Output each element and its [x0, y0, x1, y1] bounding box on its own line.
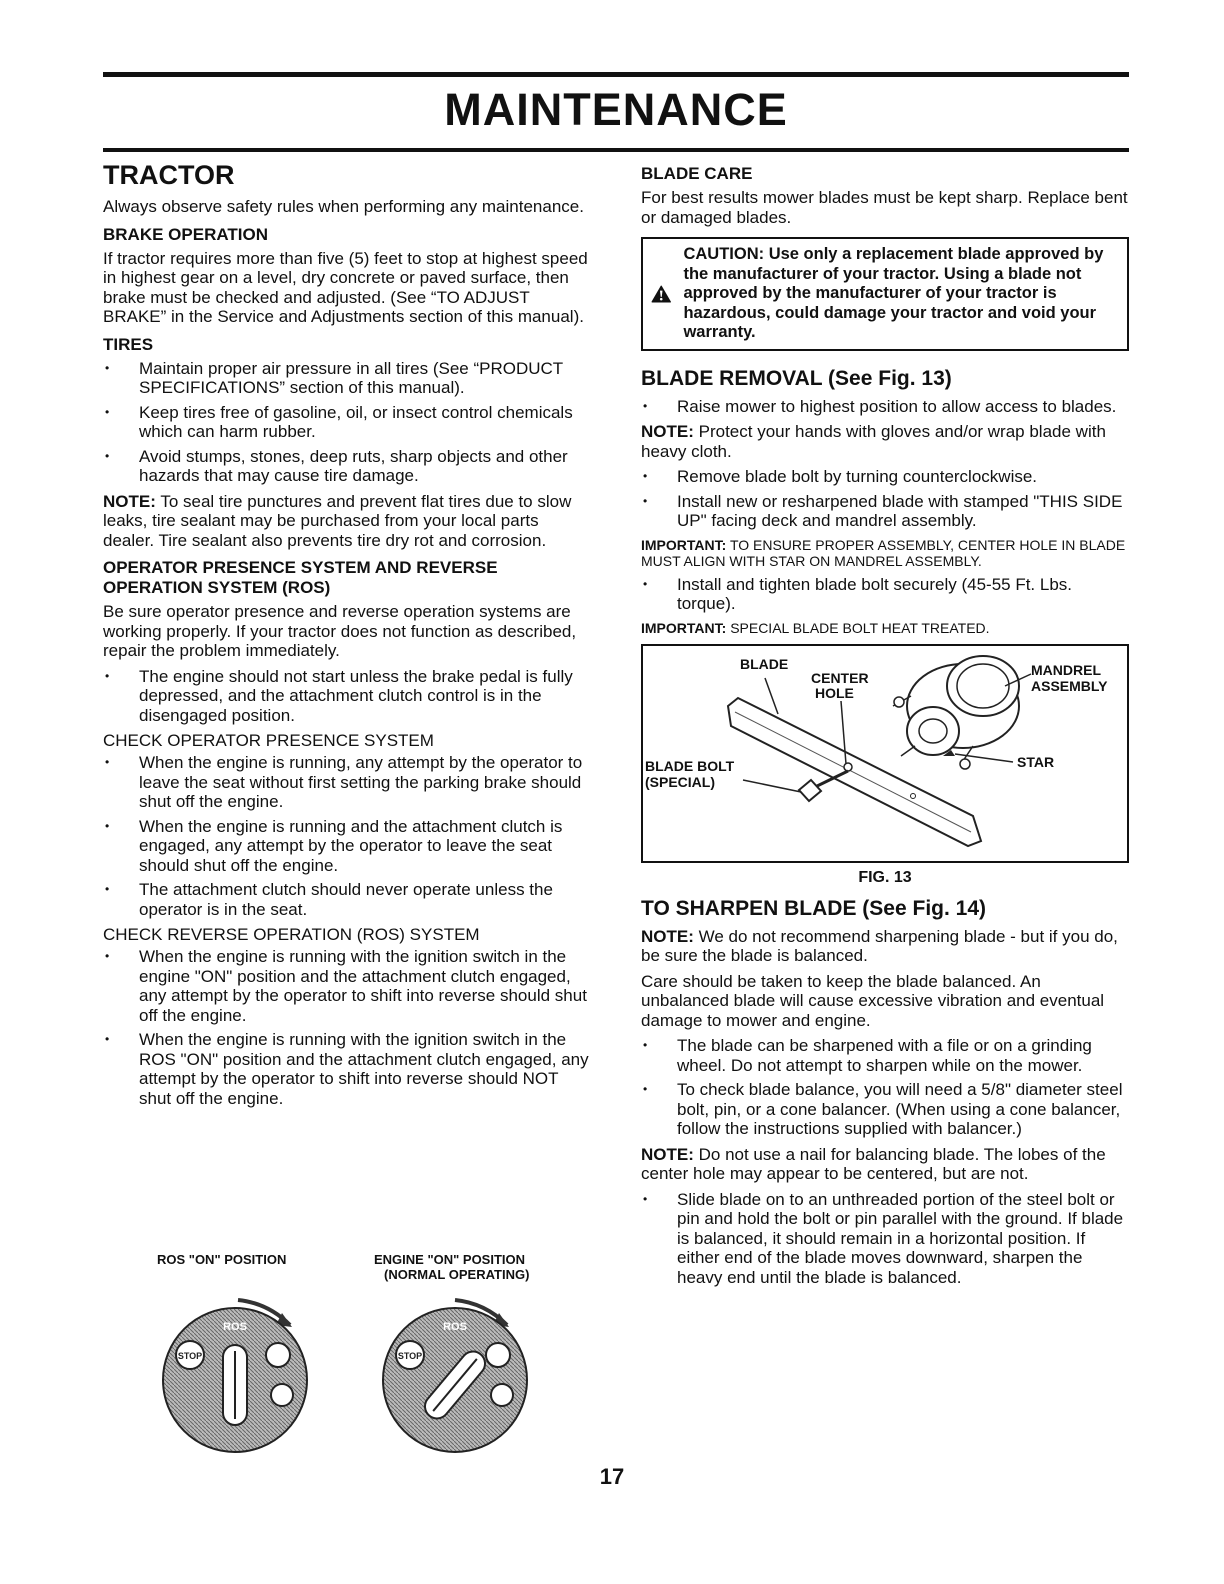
note-label: NOTE: [641, 422, 694, 441]
center-hole [844, 763, 852, 771]
engine-switch [383, 1300, 527, 1452]
ops-text: Be sure operator presence and reverse operation systems are working properly. If your tractor does not function as described, repair the problem immediately. [103, 602, 577, 660]
tires-list [103, 359, 591, 486]
header-rule-top [103, 72, 1129, 77]
list-item: • Keep tires free of gasoline, oil, or insect control chemicals which can harm rubber. [103, 403, 591, 442]
list-item: • Maintain proper air pressure in all tires (See “PRODUCT SPECIFICATIONS” section of this manual). [103, 359, 591, 398]
engine-position-label-2: (NORMAL OPERATING) [384, 1267, 530, 1282]
blade-removal-list-3 [641, 575, 1129, 614]
page-number: 17 [599, 1464, 625, 1489]
note-text: Protect your hands with gloves and/or wrap blade with heavy cloth. [641, 422, 1106, 461]
brake-heading: BRAKE OPERATION [103, 224, 268, 244]
note-label: NOTE: [641, 926, 694, 946]
stop-text: STOP [397, 1351, 423, 1361]
note-text: To seal tire punctures and prevent flat tires due to slow leaks, tire sealant may be purchased from your local parts dealer. Tire sealant also prevents tire dry rot and corrosion. [103, 491, 572, 550]
start-icon [491, 1384, 513, 1406]
header-rule-bottom [103, 148, 1129, 152]
note-label: NOTE: [641, 1144, 694, 1164]
right-column [641, 164, 1129, 1293]
ros-switch [163, 1300, 307, 1452]
ignition-switch-figure [150, 1285, 590, 1465]
list-item: • Avoid stumps, stones, deep ruts, sharp objects and other hazards that may cause tire damage. [103, 447, 591, 486]
label-blade: BLADE [740, 655, 789, 672]
label-assembly: ASSEMBLY [1031, 677, 1108, 694]
engine-position-label-1: ENGINE "ON" POSITION [374, 1252, 526, 1267]
run-icon [486, 1343, 510, 1367]
label-special: (SPECIAL) [645, 773, 715, 790]
caution-box [641, 237, 1129, 351]
blade-care-heading: BLADE CARE [641, 164, 753, 183]
label-center: CENTER [811, 669, 869, 686]
list-item: • Raise mower to highest position to allow access to blades. [641, 397, 1129, 417]
list-item: • Remove blade bolt by turning counterclockwise. [641, 467, 1129, 487]
sharpen-list-2 [641, 1190, 1129, 1288]
list-item: • When the engine is running and the attachment clutch is engaged, any attempt by the operator to leave the seat should shut off the engine. [103, 817, 591, 876]
note-label: NOTE: [103, 491, 156, 511]
tractor-intro: Always observe safety rules when performing any maintenance. [103, 197, 584, 216]
sharpen-note-2 [641, 1145, 1129, 1184]
list-item: • Slide blade on to an unthreaded portion of the steel bolt or pin and hold the bolt or pin parallel with the ground. If blade is balanced, it should remain in a horizontal position. If either end of the blade moves downward, sharpen the heavy end until the blade is balanced. [641, 1190, 1129, 1288]
important-note-2 [641, 620, 1129, 636]
ros-text: ROS [223, 1321, 247, 1333]
tires-note [103, 492, 591, 551]
warning-triangle-icon [651, 259, 671, 329]
important-label: IMPORTANT: [641, 536, 727, 553]
figure-caption: FIG. 13 [858, 868, 912, 886]
label-blade-bolt: BLADE BOLT [645, 757, 735, 774]
note-text: Do not use a nail for balancing blade. The lobes of the center hole may appear to be centered, but are not. [641, 1144, 1106, 1183]
blade-removal-note [641, 422, 1129, 461]
label-mandrel: MANDREL [1031, 661, 1101, 678]
note-text: We do not recommend sharpening blade - but if you do, be sure the blade is balanced. [641, 926, 1118, 965]
important-label: IMPORTANT: [641, 619, 727, 636]
page-title: MAINTENANCE [444, 84, 788, 135]
label-hole: HOLE [815, 684, 854, 701]
blade-care-text: For best results mower blades must be kept sharp. Replace bent or damaged blades. [641, 188, 1128, 227]
check-ops-list [103, 753, 591, 919]
important-text: SPECIAL BLADE BOLT HEAT TREATED. [730, 619, 990, 636]
run-icon [266, 1343, 290, 1367]
ops-heading: OPERATOR PRESENCE SYSTEM AND REVERSE OPERATION SYSTEM (ROS) [103, 558, 498, 597]
brake-text: If tractor requires more than five (5) feet to stop at highest speed in highest gear on a level, dry concrete or paved surface, then brake must be checked and adjusted. (See “TO ADJUST BRAKE” in the Service and Adjustments section of this manual). [103, 248, 588, 326]
tractor-heading: TRACTOR [103, 160, 235, 190]
ros-position-label: ROS "ON" POSITION [157, 1252, 287, 1267]
list-item: • When the engine is running, any attempt by the operator to leave the seat without first setting the parking brake should shut off the engine. [103, 753, 591, 812]
list-item: • When the engine is running with the ignition switch in the engine "ON" position and the attachment clutch engaged, any attempt by the operator to shift into reverse should shut off the engine. [103, 947, 591, 1025]
sharpen-list [641, 1036, 1129, 1139]
important-text: TO ENSURE PROPER ASSEMBLY, CENTER HOLE IN BLADE MUST ALIGN WITH STAR ON MANDREL ASSEMBLY. [641, 536, 1126, 569]
blade-removal-list-1 [641, 397, 1129, 417]
blade-bolt [799, 771, 848, 801]
check-ros-heading: CHECK REVERSE OPERATION (ROS) SYSTEM [103, 925, 480, 944]
list-item: • To check blade balance, you will need a 5/8" diameter steel bolt, pin, or a cone balancer. (When using a cone balancer, follow the instructions supplied with balancer.) [641, 1080, 1129, 1139]
sharpen-text: Care should be taken to keep the blade balanced. An unbalanced blade will cause excessive vibration and eventual damage to mower and engine. [641, 971, 1105, 1030]
list-item: • Install new or resharpened blade with stamped "THIS SIDE UP" facing deck and mandrel assembly. [641, 492, 1129, 531]
ops-list [103, 667, 591, 726]
mandrel-assembly [893, 656, 1019, 769]
important-note-1 [641, 537, 1129, 569]
left-column [103, 160, 591, 1114]
list-item: • The attachment clutch should never operate unless the operator is in the seat. [103, 880, 591, 919]
check-ops-heading: CHECK OPERATOR PRESENCE SYSTEM [103, 731, 434, 750]
blade-removal-heading: BLADE REMOVAL (See Fig. 13) [641, 366, 952, 390]
list-item: • The blade can be sharpened with a file or on a grinding wheel. Do not attempt to sharpen while on the mower. [641, 1036, 1129, 1075]
start-icon [271, 1384, 293, 1406]
list-item: • Install and tighten blade bolt securely (45-55 Ft. Lbs. torque). [641, 575, 1129, 614]
list-item: • When the engine is running with the ignition switch in the ROS "ON" position and the attachment clutch engaged, any attempt by the operator to shift into reverse should NOT shut off the engine. [103, 1030, 591, 1108]
figure-13 [641, 644, 1129, 863]
sharpen-heading: TO SHARPEN BLADE (See Fig. 14) [641, 896, 987, 920]
stop-text: STOP [177, 1351, 203, 1361]
list-item: • The engine should not start unless the brake pedal is fully depressed, and the attachment clutch control is in the disengaged position. [103, 667, 591, 726]
ros-text: ROS [443, 1321, 467, 1333]
check-ros-list [103, 947, 591, 1108]
label-star: STAR [1017, 753, 1055, 770]
sharpen-note-1 [641, 927, 1129, 966]
tires-heading: TIRES [103, 334, 154, 354]
blade-removal-list-2 [641, 467, 1129, 531]
caution-text: CAUTION: Use only a replacement blade approved by the manufacturer of your tractor. Using a blade not approved by the manufacturer of your tractor is hazardous, could damage your tractor and void your warranty. [683, 245, 1104, 341]
